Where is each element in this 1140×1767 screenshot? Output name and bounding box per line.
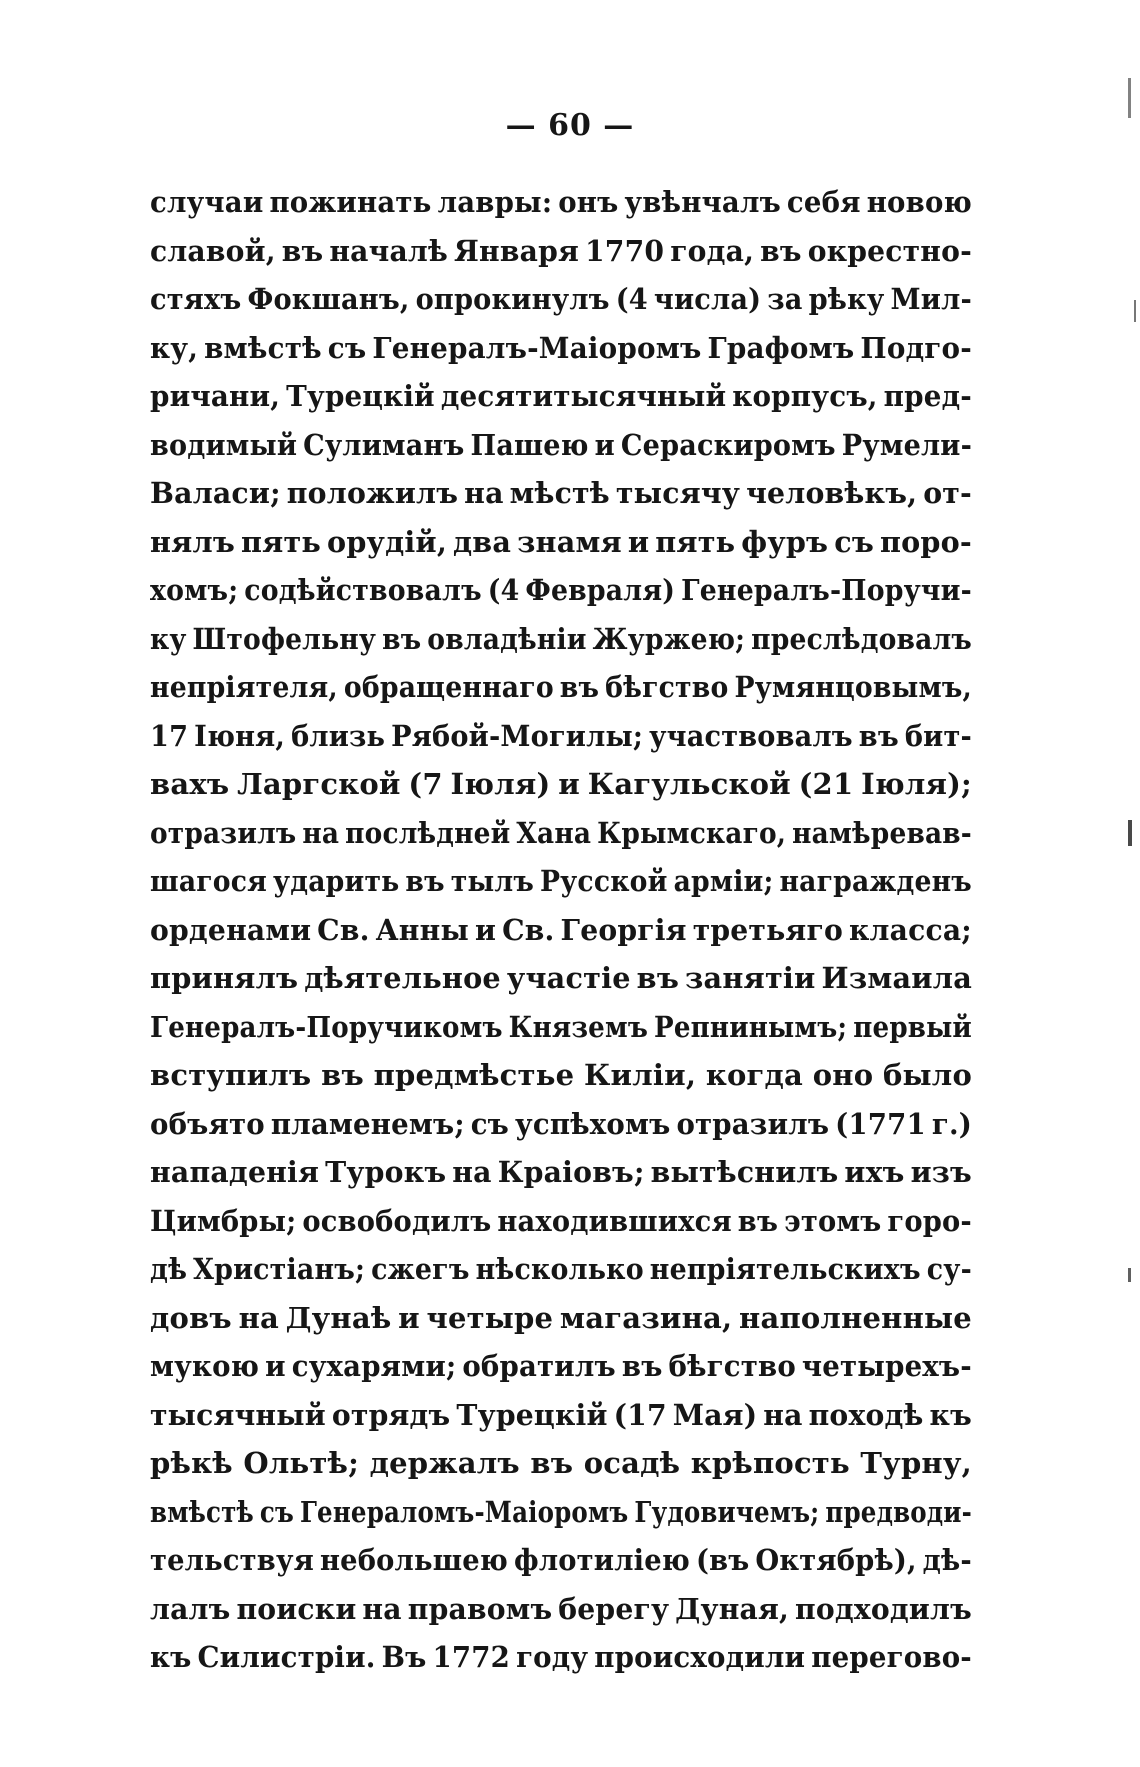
word: от-: [923, 476, 972, 510]
text-line: [150, 1294, 972, 1343]
word: въ: [760, 233, 802, 268]
word: Сераскиромъ: [620, 427, 836, 462]
word: пожинать: [269, 185, 432, 219]
word: онъ: [558, 185, 619, 219]
word: Штофельну: [192, 621, 377, 656]
word: непріятеля,: [150, 670, 338, 704]
word: ричани,: [150, 379, 281, 413]
text-line: [150, 324, 972, 373]
word: Подго-: [860, 330, 972, 365]
word: 1770: [584, 233, 665, 268]
text-line: [150, 1197, 972, 1246]
word: на: [464, 476, 504, 510]
word: 1772: [432, 1640, 511, 1674]
word: Іюля);: [861, 767, 972, 801]
text-line: [150, 421, 972, 470]
word: на: [452, 1155, 492, 1189]
word: г.): [931, 1106, 972, 1141]
word: отрядъ: [331, 1397, 451, 1432]
word: къ: [150, 1640, 192, 1674]
word: берегу: [558, 1591, 670, 1626]
word: тылъ: [450, 864, 534, 898]
word: Генералъ-Поручи-: [681, 573, 972, 607]
word: правомъ: [407, 1591, 553, 1626]
word: въ: [621, 1349, 663, 1383]
word: Въ: [381, 1640, 427, 1674]
word: Христіанъ;: [193, 1252, 366, 1286]
word: въ: [737, 1203, 779, 1238]
text-line: [150, 1488, 972, 1537]
word: и: [558, 767, 580, 801]
body-text: [150, 178, 972, 1682]
word: дѣ: [150, 1252, 188, 1286]
word: держалъ: [369, 1446, 520, 1480]
text-line: [150, 178, 972, 227]
word: человѣкъ,: [746, 476, 918, 510]
word: Февраля): [525, 573, 676, 607]
word: сжегъ: [371, 1252, 470, 1286]
word: Краіовъ;: [497, 1155, 645, 1189]
word: Октябрѣ),: [755, 1543, 917, 1577]
word: Генералъ-Поручикомъ: [150, 1009, 503, 1044]
word: и: [627, 524, 650, 559]
word: занятіи: [685, 961, 816, 995]
text-line: [150, 372, 972, 421]
word: десятитысячный: [440, 379, 727, 413]
word: ихъ: [844, 1155, 905, 1189]
word: тысячный: [150, 1397, 326, 1432]
word: Цимбры;: [150, 1203, 297, 1238]
word: Румянцовымъ,: [734, 670, 972, 704]
text-line: [150, 906, 972, 955]
word: мѣстѣ: [509, 476, 610, 510]
word: два: [453, 524, 512, 559]
word: оно: [812, 1058, 874, 1092]
text-line: [150, 518, 972, 567]
word: флотиліею: [513, 1543, 690, 1577]
word: окрестно-: [807, 233, 972, 268]
scan-mark: [1128, 78, 1131, 118]
text-line: [150, 1245, 972, 1294]
word: Св.: [502, 912, 555, 947]
scan-mark: [1128, 820, 1132, 846]
word: (7: [408, 767, 443, 801]
word: Сулиманъ: [303, 427, 465, 462]
word: новою: [866, 185, 972, 219]
word: стяхъ: [150, 282, 242, 316]
word: и: [398, 1300, 420, 1335]
word: тысячу: [615, 476, 741, 510]
word: объято: [150, 1106, 265, 1141]
word: перегово-: [811, 1640, 972, 1674]
word: въ: [281, 233, 324, 268]
word: Рябой-Могилы;: [391, 718, 644, 753]
word: поро-: [879, 524, 972, 559]
word: класса;: [848, 912, 972, 947]
text-line: [150, 857, 972, 906]
word: Турну,: [860, 1446, 972, 1480]
text-line: [150, 1585, 972, 1634]
word: пять: [241, 524, 322, 559]
word: ударить: [273, 864, 400, 898]
word: сухарями;: [291, 1349, 457, 1383]
word: съ: [470, 1106, 510, 1141]
word: Измаила: [821, 961, 972, 995]
word: хомъ;: [150, 573, 239, 607]
word: пять: [655, 524, 736, 559]
word: обратилъ: [462, 1349, 616, 1383]
word: нѣсколько: [475, 1252, 644, 1286]
word: четыре: [426, 1300, 554, 1335]
word: предмѣстье: [373, 1058, 575, 1092]
word: Пашею: [470, 427, 589, 462]
word: орудій,: [327, 524, 448, 559]
word: орденами: [150, 912, 312, 947]
word: четырехъ-: [801, 1349, 972, 1383]
word: награжденъ: [779, 864, 972, 898]
word: этомъ: [784, 1203, 882, 1238]
word: Силистріи.: [197, 1640, 376, 1674]
word: Ларгской: [237, 767, 401, 801]
word: нялъ: [150, 524, 236, 559]
word: предводи-: [825, 1494, 972, 1529]
word: началѣ: [329, 233, 448, 268]
word: къ: [929, 1397, 972, 1432]
word: Св.: [317, 912, 370, 947]
text-line: [150, 760, 972, 809]
word: фуръ: [741, 524, 829, 559]
text-line: [150, 275, 972, 324]
word: съ: [834, 524, 874, 559]
word: 17: [150, 718, 189, 753]
word: мукою: [150, 1349, 260, 1383]
word: было: [882, 1058, 972, 1092]
word: нападенія: [150, 1155, 320, 1189]
word: въ: [636, 961, 680, 995]
word: и: [265, 1349, 286, 1383]
word: участвовалъ: [649, 718, 853, 753]
word: небольшею: [319, 1543, 509, 1577]
word: вытѣснилъ: [650, 1155, 839, 1189]
word: Крымскаго,: [597, 815, 787, 850]
word: Хана: [516, 815, 592, 850]
word: близь: [291, 718, 386, 753]
word: отразилъ: [150, 815, 297, 850]
word: бѣгство: [668, 1349, 796, 1383]
word: пред-: [883, 379, 972, 413]
word: за: [767, 282, 803, 316]
word: пламенемъ;: [270, 1106, 465, 1141]
word: Княземъ: [508, 1009, 649, 1044]
word: случаи: [150, 185, 264, 219]
word: съ: [259, 1494, 294, 1529]
word: (4: [615, 282, 648, 316]
word: на: [302, 815, 340, 850]
word: (1771: [835, 1106, 926, 1141]
word: преслѣдовалъ: [751, 621, 972, 656]
word: намѣревав-: [792, 815, 972, 850]
word: въ: [530, 1446, 574, 1480]
word: наполненные: [739, 1300, 972, 1335]
word: происходили: [594, 1640, 806, 1674]
text-line: [150, 712, 972, 761]
word: Румели-: [841, 427, 972, 462]
word: Ольтѣ;: [243, 1446, 360, 1480]
text-line: [150, 1051, 972, 1100]
word: Генераломъ-Маіоромъ: [299, 1494, 629, 1529]
word: успѣхомъ: [515, 1106, 671, 1141]
word: (въ: [695, 1543, 750, 1577]
word: и: [594, 427, 615, 462]
word: довъ: [150, 1300, 232, 1335]
word: Русской: [539, 864, 668, 898]
word: (17: [613, 1397, 667, 1432]
word: числа): [653, 282, 762, 316]
word: непріятельскихъ: [649, 1252, 921, 1286]
word: послѣдней: [345, 815, 511, 850]
word: отразилъ: [676, 1106, 830, 1141]
word: бѣгство: [605, 670, 729, 704]
word: Дунаѣ: [285, 1300, 392, 1335]
word: на: [362, 1591, 402, 1626]
text-line: [150, 1100, 972, 1149]
word: Мил-: [890, 282, 972, 316]
word: себя: [786, 185, 861, 219]
word: содѣйствовалъ: [244, 573, 482, 607]
word: Графомъ: [707, 330, 855, 365]
word: первый: [853, 1009, 972, 1044]
text-line: [150, 1342, 972, 1391]
text-line: [150, 1148, 972, 1197]
word: Мая): [672, 1397, 758, 1432]
word: положилъ: [286, 476, 459, 510]
word: вступилъ: [150, 1058, 312, 1092]
word: году: [516, 1640, 589, 1674]
word: водимый: [150, 427, 298, 462]
text-line: [150, 615, 972, 664]
word: (21: [798, 767, 854, 801]
word: Января: [453, 233, 580, 268]
word: Анны: [375, 912, 469, 947]
word: Генералъ-Маіоромъ: [372, 330, 702, 365]
text-line: [150, 566, 972, 615]
word: горо-: [887, 1203, 972, 1238]
word: на: [763, 1397, 803, 1432]
word: принялъ: [150, 961, 299, 995]
word: дѣятельное: [304, 961, 501, 995]
scan-mark: [1134, 300, 1136, 322]
word: изъ: [910, 1155, 972, 1189]
word: освободилъ: [302, 1203, 492, 1238]
word: (4: [487, 573, 520, 607]
word: въ: [382, 621, 422, 656]
word: магазина,: [559, 1300, 733, 1335]
word: Кагульской: [587, 767, 791, 801]
word: вмѣстѣ: [204, 330, 322, 365]
word: въ: [321, 1058, 364, 1092]
word: Журжею;: [592, 621, 746, 656]
word: осадѣ: [583, 1446, 681, 1480]
word: рѣкѣ: [150, 1446, 233, 1480]
word: лалъ: [150, 1591, 231, 1626]
text-line: [150, 1439, 972, 1488]
word: рѣку: [808, 282, 885, 316]
text-line: [150, 1633, 972, 1682]
word: Турецкій: [456, 1397, 608, 1432]
word: третьяго: [692, 912, 843, 947]
word: Фокшанъ,: [247, 282, 410, 316]
word: Дуная,: [675, 1591, 790, 1626]
word: крѣпость: [690, 1446, 850, 1480]
word: Валаси;: [150, 476, 281, 510]
word: тельствуя: [150, 1543, 314, 1577]
word: су-: [926, 1252, 972, 1286]
word: ку,: [150, 330, 199, 365]
text-line: [150, 954, 972, 1003]
word: увѣнчалъ: [624, 185, 781, 219]
word: Гудовичемъ;: [634, 1494, 820, 1529]
word: Турецкій: [286, 379, 435, 413]
word: знамя: [517, 524, 622, 559]
word: находившихся: [497, 1203, 732, 1238]
page-number: — 60 —: [505, 108, 635, 143]
text-line: [150, 1536, 972, 1585]
word: Репнинымъ;: [654, 1009, 848, 1044]
word: на: [238, 1300, 279, 1335]
text-line: [150, 469, 972, 518]
word: походѣ: [808, 1397, 924, 1432]
word: Іюля): [450, 767, 551, 801]
word: бит-: [904, 718, 972, 753]
word: вахъ: [150, 767, 230, 801]
word: ку: [150, 621, 187, 656]
word: корпусъ,: [732, 379, 878, 413]
word: славой,: [150, 233, 276, 268]
word: въ: [405, 864, 445, 898]
word: арміи;: [673, 864, 774, 898]
word: и: [474, 912, 497, 947]
word: участіе: [506, 961, 631, 995]
text-line: [150, 1391, 972, 1440]
word: Георгія: [560, 912, 687, 947]
word: обращеннаго: [343, 670, 554, 704]
word: въ: [858, 718, 899, 753]
text-line: [150, 663, 972, 712]
word: Іюня,: [194, 718, 286, 753]
text-line: [150, 809, 972, 858]
scan-mark: [1128, 1268, 1131, 1282]
word: вмѣстѣ: [150, 1494, 254, 1529]
word: Турокъ: [325, 1155, 447, 1189]
word: съ: [327, 330, 367, 365]
word: Киліи,: [583, 1058, 697, 1092]
word: опрокинулъ: [415, 282, 610, 316]
text-line: [150, 227, 972, 276]
word: лавры:: [437, 185, 553, 219]
text-line: [150, 1003, 972, 1052]
word: шагося: [150, 864, 268, 898]
word: поиски: [236, 1591, 357, 1626]
word: въ: [559, 670, 600, 704]
word: года,: [670, 233, 755, 268]
word: овладѣніи: [427, 621, 587, 656]
word: подходилъ: [795, 1591, 972, 1626]
word: дѣ-: [922, 1543, 972, 1577]
word: когда: [705, 1058, 804, 1092]
